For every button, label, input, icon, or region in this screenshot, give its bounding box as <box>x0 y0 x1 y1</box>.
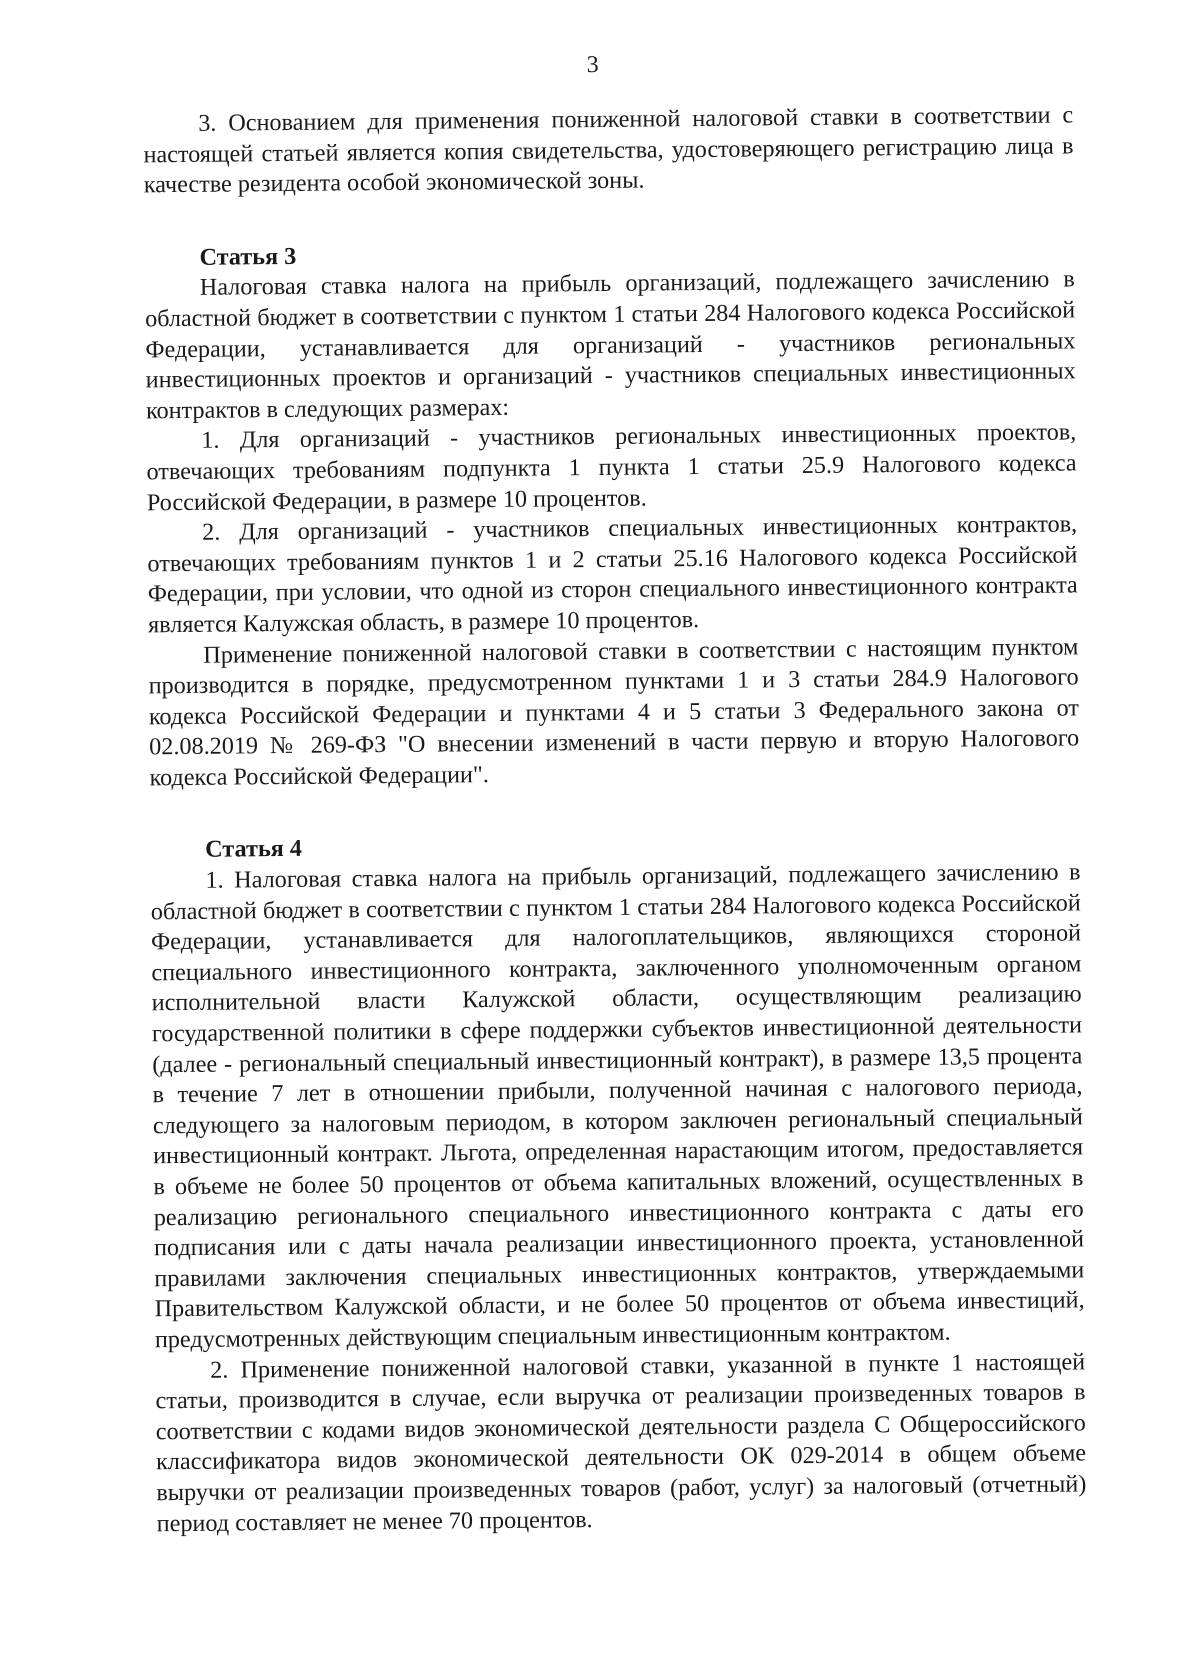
document-body <box>143 100 1087 1539</box>
article-4-heading: Статья 4 <box>205 835 303 864</box>
article-4-item-1: 1. Налоговая ставка налога на прибыль организаций, подлежащего зачислению в областной бюджет в соответствии с пунктом 1 статьи 284 Налогового кодекса Российской Федерации, устанавливается для налогоплательщиков, являющихся стороной специального инвестиционного контракта, заключенного уполномоченным органом исполнительной власти Калужской области, осуществляющим реализацию государственной политики в сфере поддержки субъектов инвестиционной деятельности (далее - региональный специальный инвестиционный контракт), в размере 13,5 процента в течение 7 лет в отношении прибыли, полученной начиная с налогового периода, следующего за налоговым периодом, в котором заключен региональный специальный инвестиционный контракт. Льгота, определенная нарастающим итогом, предоставляется в объеме не более 50 процентов от объема капитальных вложений, осуществленных в реализацию регионального специального инвестиционного контракта с даты его подписания или с даты начала реализации инвестиционного проекта, установленной правилами заключения специальных инвестиционных контрактов, утверждаемыми Правительством Калужской области, и не более 50 процентов от объема инвестиций, предусмотренных действующим специальным инвестиционным контрактом. <box>150 858 1085 1354</box>
article-3-item-1: 1. Для организаций - участников региональных инвестиционных проектов, отвечающих требованиям подпункта 1 пункта 1 статьи 25.9 Налогового кодекса Российской Федерации, в размере 10 процентов. <box>146 418 1077 516</box>
page-number: 3 <box>586 51 599 79</box>
article-3-application: Применение пониженной налоговой ставки в соответствии с настоящим пунктом производится в порядке, предусмотренном пунктами 1 и 3 статьи 284.9 Налогового кодекса Российской Федерации и пунктами 4 и 5 статьи 3 Федерального закона от 02.08.2019 № 269-ФЗ "О внесении изменений в части первую и вторую Налогового кодекса Российской Федерации". <box>148 632 1080 792</box>
article-3-intro: Налоговая ставка налога на прибыль организаций, подлежащего зачислению в областной бюджет в соответствии с пунктом 1 статьи 284 Налогового кодекса Российской Федерации, устанавливается для организаций - участников региональных инвестиционных проектов и организаций - участников специальных инвестиционных контрактов в следующих размерах: <box>144 265 1076 425</box>
article-4-item-2: 2. Применение пониженной налоговой ставки, указанной в пункте 1 настоящей статьи, производится в случае, если выручка от реализации произведенных товаров в соответствии с кодами видов экономической деятельности раздела С Общероссийского классификатора видов экономической деятельности ОК 029-2014 в общем объеме выручки от реализации произведенных товаров (работ, услуг) за налоговый (отчетный) период составляет не менее 70 процентов. <box>155 1347 1087 1537</box>
article-3-item-2: 2. Для организаций - участников специальных инвестиционных контрактов, отвечающих требованиям пунктов 1 и 2 статьи 25.16 Налогового кодекса Российской Федерации, при условии, что одной из сторон специального инвестиционного контракта является Калужская область, в размере 10 процентов. <box>147 510 1078 639</box>
article-3-heading: Статья 3 <box>199 242 297 271</box>
paragraph-osnovaniem: 3. Основанием для применения пониженной налоговой ставки в соответствии с настоящей статьей является копия свидетельства, удостоверяющего регистрацию лица в качестве резидента особой экономической зоны. <box>143 101 1074 199</box>
